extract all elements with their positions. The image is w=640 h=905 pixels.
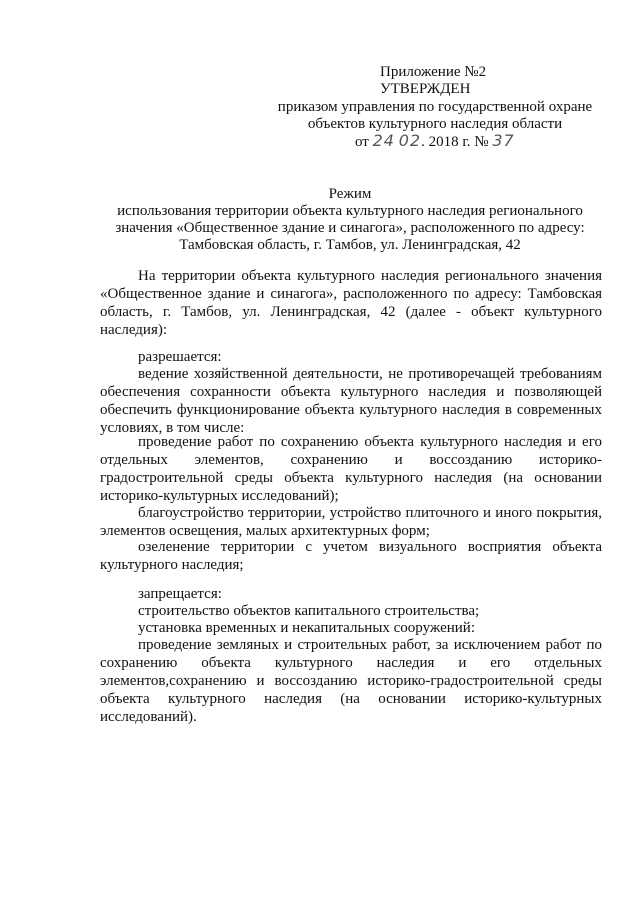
order-line-1: приказом управления по государственной охране xyxy=(277,99,593,115)
forbidden-item-1: строительство объектов капитального строительства; xyxy=(138,603,480,619)
allowed-heading: разрешается: xyxy=(138,349,222,365)
date-year: 2018 г. xyxy=(428,134,471,150)
appendix-label: Приложение №2 xyxy=(380,64,487,80)
date-handwritten-month: 02 xyxy=(398,131,422,150)
allowed-item-4: озеленение территории с учетом визуального восприятия объекта культурного наследия; xyxy=(100,539,602,573)
order-date-line: от 24 02. 2018 г. № 37 xyxy=(355,131,515,150)
date-handwritten-day: 24 xyxy=(372,131,395,150)
order-number-handwritten: 37 xyxy=(492,131,515,150)
order-line-2: объектов культурного наследия области xyxy=(307,116,563,132)
title-line-3: Тамбовская область, г. Тамбов, ул. Ленинградская, 42 xyxy=(179,237,521,253)
forbidden-heading: запрещается: xyxy=(138,586,222,602)
date-prefix: от xyxy=(355,134,369,150)
title-line-1: использования территории объекта культурного наследия регионального xyxy=(117,203,583,219)
allowed-item-3: благоустройство территории, устройство плиточного и иного покрытия, элементов освещения, малых архитектурных форм; xyxy=(100,505,602,539)
forbidden-item-2: установка временных и некапитальных сооружений: xyxy=(138,620,475,636)
document-heading: Режим xyxy=(328,186,372,202)
number-sign: № xyxy=(474,134,489,150)
forbidden-item-3: проведение земляных и строительных работ, за исключением работ по сохранению объекта культурного наследия и его отдельных элементов,сохранению и воссозданию историко-градостроительной среды объекта культурного наследия (на основании историко-культурных исследований). xyxy=(100,637,602,725)
approved-label: УТВЕРЖДЕН xyxy=(380,81,471,97)
intro-paragraph: На территории объекта культурного наследия регионального значения «Общественное здание и синагога», расположенного по адресу: Тамбовская область, г. Тамбов, ул. Ленинградская, 42 (далее - объект культурного наследия): xyxy=(100,268,602,338)
allowed-item-2: проведение работ по сохранению объекта культурного наследия и его отдельных элементов, сохранению и воссозданию историко-градостроительной среды объекта культурного наследия (на основании историко-культурных исследований); xyxy=(100,434,602,504)
allowed-item-1: ведение хозяйственной деятельности, не противоречащей требованиям обеспечения сохранности объекта культурного наследия и позволяющей обеспечить функционирование объекта культурного наследия в современных условиях, в том числе: xyxy=(100,366,602,436)
title-line-2: значения «Общественное здание и синагога», расположенного по адресу: xyxy=(115,220,585,236)
